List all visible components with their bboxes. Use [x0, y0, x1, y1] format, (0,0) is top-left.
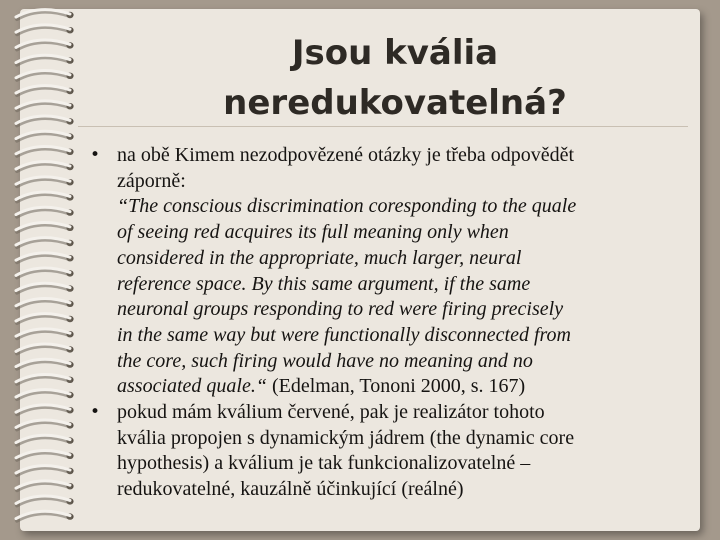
- bullet-2-line-3: hypothesis) a kválium je tak funkcionalizovatelné –: [117, 452, 531, 475]
- slide-body: [86, 143, 686, 503]
- quote-end: associated quale.“: [117, 375, 267, 398]
- binding-ring-icon: [16, 86, 74, 95]
- binding-ring-icon: [16, 298, 74, 307]
- binding-ring-icon: [16, 55, 74, 64]
- bullet-item-1: [86, 143, 686, 400]
- binding-ring-icon: [16, 450, 74, 459]
- binding-ring-icon: [16, 101, 74, 110]
- binding-ring-icon: [16, 40, 74, 49]
- binding-ring-icon: [16, 70, 74, 79]
- quote-line-2: of seeing red acquires its full meaning only when: [117, 221, 509, 244]
- binding-ring-icon: [16, 435, 74, 444]
- spiral-binding-icon: [0, 0, 90, 540]
- binding-ring-icon: [16, 481, 74, 490]
- binding-ring-icon: [16, 329, 74, 338]
- bullet-icon: •: [90, 145, 101, 165]
- binding-ring-icon: [16, 222, 74, 231]
- binding-ring-icon: [16, 314, 74, 323]
- binding-ring-icon: [16, 253, 74, 262]
- binding-ring-icon: [16, 10, 74, 19]
- binding-ring-icon: [16, 131, 74, 140]
- bullet-2-line-4: redukovatelné, kauzálně účinkující (reálné): [117, 478, 464, 501]
- binding-ring-icon: [16, 420, 74, 429]
- slide-title: [90, 28, 700, 128]
- binding-ring-icon: [16, 162, 74, 171]
- binding-ring-icon: [16, 25, 74, 34]
- binding-ring-icon: [16, 207, 74, 216]
- binding-ring-icon: [16, 359, 74, 368]
- bullet-icon: •: [90, 402, 101, 423]
- binding-ring-icon: [16, 344, 74, 353]
- title-divider: [78, 126, 688, 127]
- quote-line-6: in the same way but were functionally disconnected from: [117, 323, 571, 346]
- bullet-item-2: [86, 400, 686, 503]
- title-line-1: Jsou kvália: [291, 33, 499, 73]
- quote-line-3: considered in the appropriate, much larger, neural: [117, 246, 522, 269]
- binding-ring-icon: [16, 511, 74, 520]
- binding-ring-icon: [16, 192, 74, 201]
- binding-ring-icon: [16, 405, 74, 414]
- title-line-2: neredukovatelná?: [223, 83, 567, 123]
- bullet-1-line-1: na obě Kimem nezodpovězené otázky je třeba odpovědět: [117, 144, 575, 166]
- binding-ring-icon: [16, 466, 74, 475]
- binding-ring-icon: [16, 390, 74, 399]
- quote-line-7: the core, such firing would have no meaning and no: [117, 349, 533, 372]
- binding-ring-icon: [16, 268, 74, 277]
- binding-ring-icon: [16, 116, 74, 125]
- binding-ring-icon: [16, 177, 74, 186]
- binding-ring-icon: [16, 496, 74, 505]
- quote-line-4: reference space. By this same argument, if the same: [117, 272, 531, 295]
- bullet-2-line-2: kvália propojen s dynamickým jádrem (the dynamic core: [117, 426, 575, 449]
- quote-line-1: “The conscious discrimination coresponding to the quale: [117, 195, 577, 218]
- bullet-2-line-1: pokud mám kválium červené, pak je realizátor tohoto: [117, 401, 545, 424]
- quote-citation: (Edelman, Tononi 2000, s. 167): [267, 375, 526, 398]
- binding-ring-icon: [16, 238, 74, 247]
- binding-ring-icon: [16, 146, 74, 155]
- binding-ring-icon: [16, 374, 74, 383]
- quote-line-5: neuronal groups responding to red were firing precisely: [117, 298, 564, 321]
- quote-last-line: [117, 374, 686, 400]
- binding-ring-icon: [16, 283, 74, 292]
- bullet-1-line-2: záporně:: [117, 169, 186, 192]
